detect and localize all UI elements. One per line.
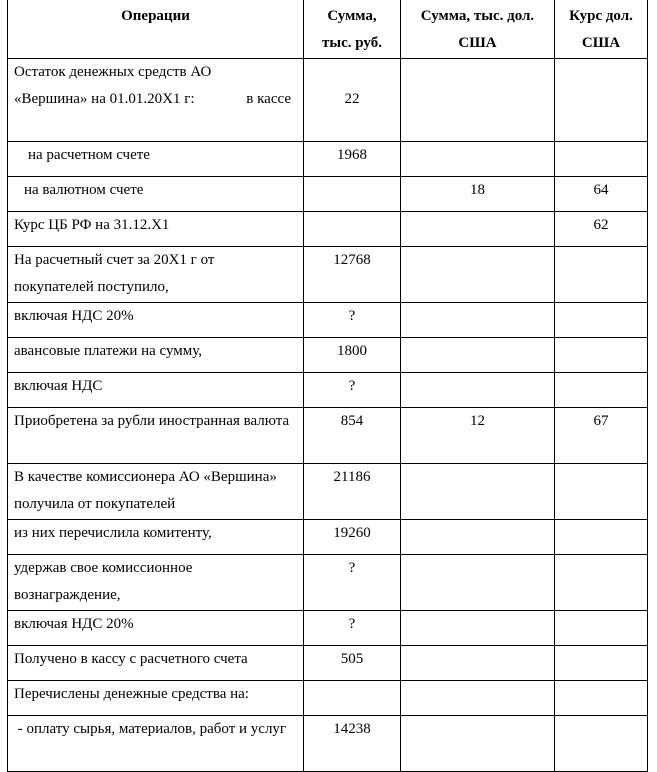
table-row — [8, 611, 648, 646]
rub-cell: 14238 — [304, 716, 401, 772]
op-cell: на валютном счете — [8, 177, 304, 212]
usd-cell — [401, 716, 555, 772]
header-operations: Операции — [8, 0, 304, 59]
table-row — [8, 303, 648, 338]
rate-cell — [555, 555, 648, 611]
rub-cell — [304, 681, 401, 716]
op-cell: Курс ЦБ РФ на 31.12.Х1 — [8, 212, 304, 247]
usd-cell: 18 — [401, 177, 555, 212]
table-row — [8, 338, 648, 373]
usd-cell — [401, 247, 555, 303]
usd-cell — [401, 681, 555, 716]
table-row — [8, 212, 648, 247]
usd-cell — [401, 59, 555, 142]
rate-cell — [555, 520, 648, 555]
rate-cell — [555, 338, 648, 373]
rub-cell — [304, 212, 401, 247]
rub-cell: 505 — [304, 646, 401, 681]
usd-cell — [401, 212, 555, 247]
table-row — [8, 373, 648, 408]
rate-cell — [555, 646, 648, 681]
usd-cell — [401, 142, 555, 177]
rate-cell — [555, 303, 648, 338]
table-row — [8, 520, 648, 555]
rate-cell — [555, 142, 648, 177]
rub-cell: ? — [304, 611, 401, 646]
op-cell: Перечислены денежные средства на: — [8, 681, 304, 716]
rub-cell: ? — [304, 303, 401, 338]
table-row — [8, 142, 648, 177]
rub-cell: 21186 — [304, 464, 401, 520]
usd-cell — [401, 646, 555, 681]
table-row — [8, 555, 648, 611]
usd-cell — [401, 555, 555, 611]
rate-cell — [555, 681, 648, 716]
op-cell: В качестве комиссионера АО «Вершина» получила от покупателей — [8, 464, 304, 520]
op-cell: Приобретена за рубли иностранная валюта — [8, 408, 304, 464]
rate-cell — [555, 716, 648, 772]
op-cell: из них перечислила комитенту, — [8, 520, 304, 555]
usd-cell — [401, 520, 555, 555]
header-row — [8, 0, 648, 59]
operations-table — [7, 0, 648, 772]
table-row — [8, 464, 648, 520]
rate-cell — [555, 611, 648, 646]
rub-cell: 854 — [304, 408, 401, 464]
op-cell: Получено в кассу с расчетного счета — [8, 646, 304, 681]
table-row — [8, 177, 648, 212]
usd-cell — [401, 373, 555, 408]
usd-cell — [401, 611, 555, 646]
table-row — [8, 408, 648, 464]
op-cell: на расчетном счете — [8, 142, 304, 177]
op-cell: включая НДС 20% — [8, 303, 304, 338]
header-usd-rate: Курс дол. США — [555, 0, 648, 59]
rub-cell: 1968 — [304, 142, 401, 177]
rate-cell: 64 — [555, 177, 648, 212]
op-cell: На расчетный счет за 20Х1 г от покупателей поступило, — [8, 247, 304, 303]
rub-cell — [304, 177, 401, 212]
op-cell: удержав свое комиссионное вознаграждение, — [8, 555, 304, 611]
rate-cell — [555, 373, 648, 408]
table-row — [8, 646, 648, 681]
rub-cell: ? — [304, 555, 401, 611]
header-sum-rub: Сумма, тыс. руб. — [304, 0, 401, 59]
table-row — [8, 59, 648, 142]
rate-cell — [555, 59, 648, 142]
op-cell: включая НДС 20% — [8, 611, 304, 646]
usd-cell — [401, 303, 555, 338]
rub-cell: 1800 — [304, 338, 401, 373]
header-sum-usd: Сумма, тыс. дол. США — [401, 0, 555, 59]
rate-cell: 67 — [555, 408, 648, 464]
rub-cell: 22 — [304, 59, 401, 142]
rate-cell: 62 — [555, 212, 648, 247]
table-row — [8, 716, 648, 772]
usd-cell — [401, 464, 555, 520]
usd-cell — [401, 338, 555, 373]
rate-cell — [555, 247, 648, 303]
rub-cell: 19260 — [304, 520, 401, 555]
rate-cell — [555, 464, 648, 520]
table-row — [8, 247, 648, 303]
op-cell: включая НДС — [8, 373, 304, 408]
op-cell: авансовые платежи на сумму, — [8, 338, 304, 373]
rub-cell: 12768 — [304, 247, 401, 303]
op-cell: - оплату сырья, материалов, работ и услуг — [8, 716, 304, 772]
usd-cell: 12 — [401, 408, 555, 464]
op-cell: Остаток денежных средств АО «Вершина» на 01.01.20Х1 г: в кассе — [8, 59, 304, 142]
rub-cell: ? — [304, 373, 401, 408]
table-row — [8, 681, 648, 716]
